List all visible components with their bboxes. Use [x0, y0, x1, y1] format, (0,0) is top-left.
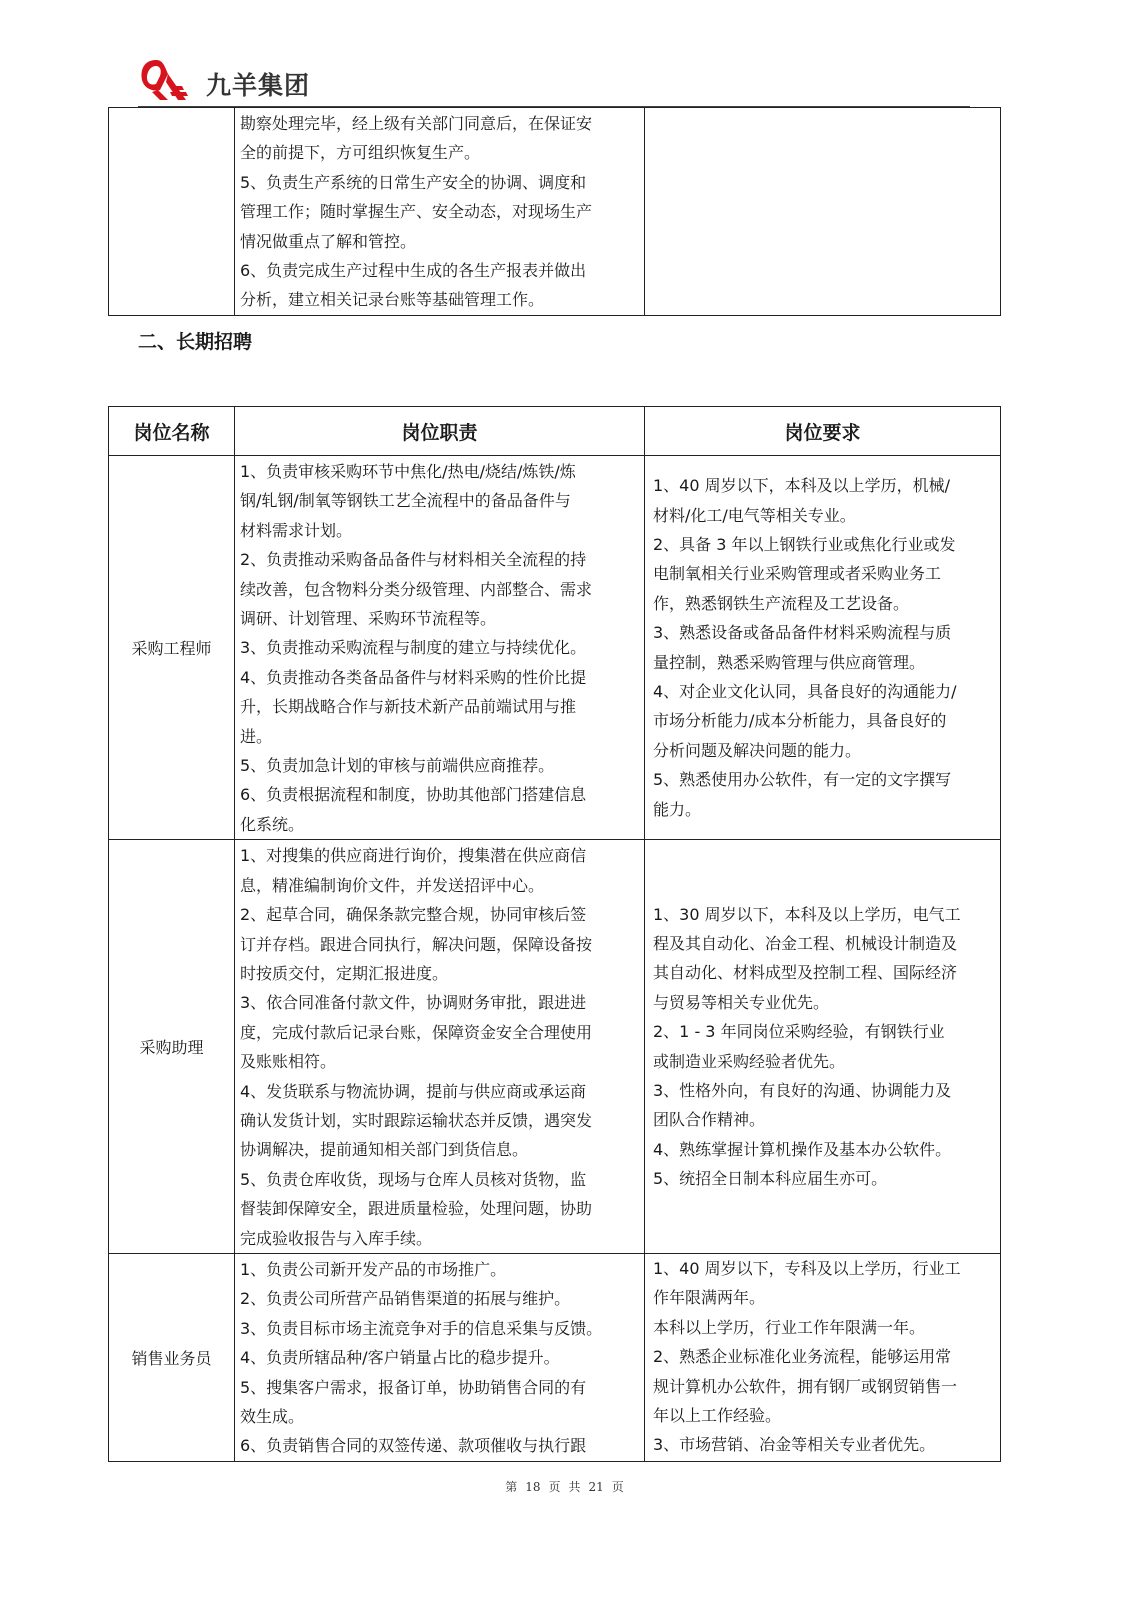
duty-line: 5、搜集客户需求，报备订单，协助销售合同的有 [240, 1377, 587, 1397]
table-row [109, 840, 1001, 1254]
requirement-line: 量控制，熟悉采购管理与供应商管理。 [653, 652, 926, 672]
duty-line: 1、负责审核采购环节中焦化/热电/烧结/炼铁/炼 [240, 462, 576, 481]
duty-line: 续改善，包含物料分类分级管理、内部整合、需求 [240, 579, 593, 599]
duty-line: 及账账相符。 [240, 1052, 337, 1072]
requirement-line: 或制造业采购经验者优先。 [653, 1051, 846, 1071]
total-label: 共 [568, 1480, 581, 1494]
requirements-cell [645, 840, 1001, 1254]
duty-line: 进。 [240, 726, 273, 746]
table-header-row [109, 407, 1001, 456]
requirement-line: 团队合作精神。 [653, 1110, 766, 1130]
requirement-line: 电制氧相关行业采购管理或者采购业务工 [653, 564, 942, 584]
duty-line: 6、负责根据流程和制度，协助其他部门搭建信息 [240, 785, 587, 805]
table-row [109, 108, 1001, 316]
post-name: 销售业务员 [109, 1253, 235, 1461]
requirement-line: 1、40 周岁以下，专科及以上学历，行业工 [653, 1258, 961, 1278]
duty-line: 订并存档。跟进合同执行，解决问题，保障设备按 [240, 934, 593, 954]
requirement-line: 4、熟练掌握计算机操作及基本办公软件。 [653, 1139, 952, 1159]
page-header [138, 52, 970, 107]
post-name: 采购工程师 [109, 456, 235, 840]
page-label: 第 [505, 1480, 518, 1494]
duty-line: 2、起草合同，确保条款完整合规，协同审核后签 [240, 905, 587, 925]
duty-line: 时按质交付，定期汇报进度。 [240, 963, 449, 983]
duty-line: 6、负责销售合同的双签传递、款项催收与执行跟 [240, 1436, 587, 1456]
requirement-line: 5、熟悉使用办公软件，有一定的文字撰写 [653, 770, 952, 790]
duty-line: 息，精准编制询价文件，并发送招评中心。 [240, 875, 545, 895]
requirement-line: 能力。 [653, 799, 702, 819]
company-logo-icon [138, 56, 202, 102]
requirement-line: 年以上工作经验。 [653, 1406, 782, 1425]
duty-line: 全的前提下，方可组织恢复生产。 [240, 143, 481, 163]
total-pages: 21 [588, 1480, 604, 1494]
duties-cell [235, 456, 645, 840]
duty-line: 度，完成付款后记录台账，保障资金安全合理使用 [240, 1022, 593, 1042]
duty-line: 5、负责生产系统的日常生产安全的协调、调度和 [240, 172, 587, 192]
requirement-line: 3、市场营销、冶金等相关专业者优先。 [653, 1435, 936, 1455]
duty-line: 升，长期战略合作与新技术新产品前端试用与推 [240, 697, 577, 717]
duty-line: 2、负责公司所营产品销售渠道的拓展与维护。 [240, 1289, 571, 1309]
continued-table [108, 107, 1001, 316]
duty-line: 勘察处理完毕，经上级有关部门同意后，在保证安 [240, 114, 593, 133]
duty-line: 确认发货计划，实时跟踪运输状态并反馈，遇突发 [240, 1110, 593, 1130]
duty-line: 1、对搜集的供应商进行询价，搜集潜在供应商信 [240, 846, 587, 866]
table-row [109, 1253, 1001, 1461]
requirement-line: 1、30 周岁以下，本科及以上学历，电气工 [653, 904, 961, 924]
requirement-line: 规计算机办公软件，拥有钢厂或钢贸销售一 [653, 1376, 958, 1396]
requirements-cell [645, 456, 1001, 840]
post-name-cell [109, 108, 235, 316]
duty-line: 调研、计划管理、采购环节流程等。 [240, 609, 497, 629]
header-duties: 岗位职责 [235, 407, 645, 456]
post-name: 采购助理 [109, 840, 235, 1254]
duty-line: 3、依合同准备付款文件，协调财务审批，跟进进 [240, 993, 587, 1013]
company-name: 九羊集团 [206, 71, 311, 100]
section-title: 二、长期招聘 [138, 331, 253, 353]
requirement-line: 1、40 周岁以下，本科及以上学历，机械/ [653, 476, 951, 496]
duties-cell [235, 108, 645, 316]
duty-line: 分析，建立相关记录台账等基础管理工作。 [240, 290, 545, 310]
requirement-line: 2、具备 3 年以上钢铁行业或焦化行业或发 [653, 535, 956, 555]
requirement-line: 程及其自动化、冶金工程、机械设计制造及 [653, 934, 958, 953]
requirement-line: 市场分析能力/成本分析能力，具备良好的 [653, 711, 947, 731]
requirement-line: 3、熟悉设备或备品备件材料采购流程与质 [653, 623, 952, 643]
requirement-line: 作年限满两年。 [653, 1288, 766, 1308]
duty-line: 3、负责目标市场主流竞争对手的信息采集与反馈。 [240, 1318, 603, 1338]
page-footer [0, 1478, 1129, 1495]
duty-line: 1、负责公司新开发产品的市场推广。 [240, 1259, 507, 1279]
requirement-line: 本科以上学历，行业工作年限满一年。 [653, 1317, 926, 1337]
duty-line: 管理工作；随时掌握生产、安全动态，对现场生产 [240, 202, 593, 222]
page-number: 18 [525, 1480, 541, 1494]
page-unit: 页 [548, 1480, 561, 1494]
requirements-cell [645, 1253, 1001, 1461]
duties-cell [235, 1253, 645, 1461]
requirement-line: 2、熟悉企业标准化业务流程，能够运用常 [653, 1347, 952, 1367]
requirement-line: 作，熟悉钢铁生产流程及工艺设备。 [653, 593, 910, 613]
duties-cell [235, 840, 645, 1254]
requirement-line: 3、性格外向，有良好的沟通、协调能力及 [653, 1081, 952, 1101]
requirements-cell [645, 108, 1001, 316]
duty-line: 督装卸保障安全，跟进质量检验，处理问题，协助 [240, 1199, 593, 1219]
duty-line: 2、负责推动采购备品备件与材料相关全流程的持 [240, 550, 587, 570]
requirement-line: 其自动化、材料成型及控制工程、国际经济 [653, 963, 958, 983]
requirement-line: 4、对企业文化认同，具备良好的沟通能力/ [653, 682, 957, 702]
duty-line: 4、发货联系与物流协调，提前与供应商或承运商 [240, 1081, 587, 1101]
duty-line: 6、负责完成生产过程中生成的各生产报表并做出 [240, 261, 587, 281]
duty-line: 化系统。 [240, 814, 305, 834]
duty-line: 材料需求计划。 [240, 520, 353, 540]
duty-line: 4、负责推动各类备品备件与材料采购的性价比提 [240, 667, 587, 687]
header-post-name: 岗位名称 [109, 407, 235, 456]
recruitment-table [108, 406, 1001, 1462]
requirement-line: 材料/化工/电气等相关专业。 [653, 505, 856, 525]
requirement-line: 分析问题及解决问题的能力。 [653, 740, 862, 760]
duty-line: 5、负责仓库收货，现场与仓库人员核对货物，监 [240, 1169, 587, 1189]
requirement-line: 2、1 - 3 年同岗位采购经验，有钢铁行业 [653, 1022, 945, 1042]
requirement-line: 5、统招全日制本科应届生亦可。 [653, 1169, 888, 1189]
duty-line: 3、负责推动采购流程与制度的建立与持续优化。 [240, 638, 587, 658]
requirement-line: 与贸易等相关专业优先。 [653, 992, 830, 1012]
duty-line: 完成验收报告与入库手续。 [240, 1228, 433, 1248]
duty-line: 情况做重点了解和管控。 [240, 231, 417, 251]
duty-line: 协调解决，提前通知相关部门到货信息。 [240, 1140, 529, 1160]
table-row [109, 456, 1001, 840]
duty-line: 钢/轧钢/制氧等钢铁工艺全流程中的备品备件与 [240, 491, 571, 511]
duty-line: 4、负责所辖品种/客户销量占比的稳步提升。 [240, 1348, 560, 1368]
header-requirements: 岗位要求 [645, 407, 1001, 456]
total-unit: 页 [611, 1480, 624, 1494]
duty-line: 效生成。 [240, 1407, 305, 1426]
duty-line: 5、负责加急计划的审核与前端供应商推荐。 [240, 756, 555, 776]
